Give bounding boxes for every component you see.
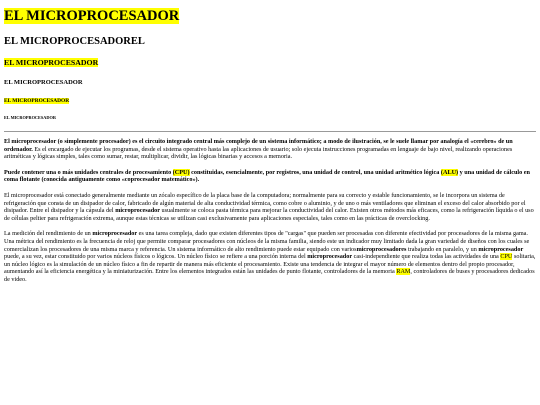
perf-text-c: es una tarea compleja, dado que existen diferentes tipos de "cargas" que pueden ser procesadas con diferente efectividad por procesadores de la misma gama. Una métrica del rendimiento es la frecuencia de reloj que permite comparar procesadores con núcleos de la misma familia, siendo este un indicador muy limitado dada la gran variedad de diseños con los cuales se comercializan los procesadores de una misma marca y referencia. Un sistema informático de alto rendimiento puede estar equipado con varios — [4, 230, 530, 253]
divider — [4, 131, 536, 132]
units-text-c: y una unidad de cálculo en coma flotante (conocida antiguamente como «coprocesador matemático»). — [4, 168, 530, 184]
heading-3 — [4, 58, 536, 68]
heading-5 — [4, 97, 536, 105]
heading-4 — [4, 78, 536, 87]
paragraph-units — [4, 169, 536, 184]
heading-6 — [4, 115, 536, 121]
cooling-text-c: usualmente se coloca pasta térmica para mejorar la conductividad del calor. Existen otros métodos más eficaces, como la refrigeración líquida o el uso de células peltier para refrigeración extrema, aunque estas técnicas se utilizan casi exclusivamente para aplicaciones especiales, tales como en las prácticas de overclocking. — [4, 207, 534, 222]
paragraph-performance — [4, 230, 536, 283]
heading-1-text: EL MICROPROCESADOR — [4, 8, 180, 24]
perf-ram-highlight: RAM — [396, 268, 411, 276]
perf-bold-1: microprocesador — [92, 230, 138, 238]
perf-text-f: casi-independiente que realiza todas las actividades de una — [352, 253, 501, 261]
heading-5-text: EL MICROPROCESADOR — [4, 98, 70, 104]
perf-bold-3: microprocesador — [478, 245, 524, 253]
heading-6-text: EL MICROPROCESADOR — [4, 115, 56, 120]
perf-text-h: , controladores de buses y procesadores dedicados de video. — [4, 268, 535, 283]
units-alu-highlight: (ALU) — [440, 168, 459, 176]
paragraph-units-bold — [4, 169, 530, 184]
perf-bold-2: microprocesadores — [356, 245, 407, 253]
paragraph-intro-rest: Es el encargado de ejecutar los programas, desde el sistema operativo hasta las aplicaciones de usuario; solo ejecuta instrucciones programadas en lenguaje de bajo nivel, realizando operaciones aritméticas y lógicas simples, tales como sumar, restar, multiplicar, dividir, las lógicas binarias y accesos a memoria. — [4, 145, 513, 161]
perf-text-d: trabajando en paralelo, y un — [406, 245, 479, 253]
paragraph-cooling — [4, 192, 536, 222]
heading-3-text: EL MICROPROCESADOR — [4, 58, 99, 67]
perf-text-g: solitaria, un núcleo lógico es la simulación de un núcleo físico a fin de repartir de manera más eficiente el procesamiento. Existe una tendencia de integrar el mayor número de elementos dentro del propio procesador, aumentando así la eficiencia energética y la miniaturización. Entre los elementos integrados están las unidades de punto flotante, controladores de la memoria — [4, 253, 536, 276]
paragraph-intro-bold: El microprocesador (o simplemente procesador) es el circuito integrado central más complejo de un sistema informático; a modo de ilustración, se le suele llamar por analogía el «cerebro» de un ordenador. — [4, 138, 513, 153]
heading-1 — [4, 8, 536, 25]
perf-bold-4: microprocesador — [307, 253, 353, 261]
cooling-text-a: El microprocesador está conectado generalmente mediante un zócalo específico de la placa base de la computadora; normalmente para su correcto y estable funcionamiento, se le incorpora un sistema de refrigeración que consta de un disipador de calor, fabricado de algún material de alta conductividad térmica, como cobre o aluminio, y de uno o más ventiladores que eliminan el exceso del calor absorbido por el disipador. Entre el disipador y la cápsula del — [4, 191, 526, 215]
perf-text-e: puede, a su vez, estar constituido por varios núcleos físicos o lógicos. Un núcleo físico se refiere a una porción interna del — [4, 253, 308, 261]
units-text-b: constituidas, esencialmente, por registros, una unidad de control, una unidad aritmético lógica — [189, 168, 441, 176]
perf-cpu-highlight: CPU — [500, 253, 513, 261]
heading-2-text: EL MICROPROCESADOREL — [4, 36, 145, 47]
cooling-bold-term: microprocesador — [115, 207, 160, 215]
units-cpu-highlight: (CPU) — [172, 168, 190, 176]
perf-text-a: La medición del rendimiento de un — [4, 230, 93, 238]
heading-2 — [4, 35, 536, 48]
units-text-a: Puede contener una o más unidades centrales de procesamiento — [4, 168, 173, 176]
paragraph-intro — [4, 138, 536, 161]
heading-4-text: EL MICROPROCESADOR — [4, 79, 83, 86]
